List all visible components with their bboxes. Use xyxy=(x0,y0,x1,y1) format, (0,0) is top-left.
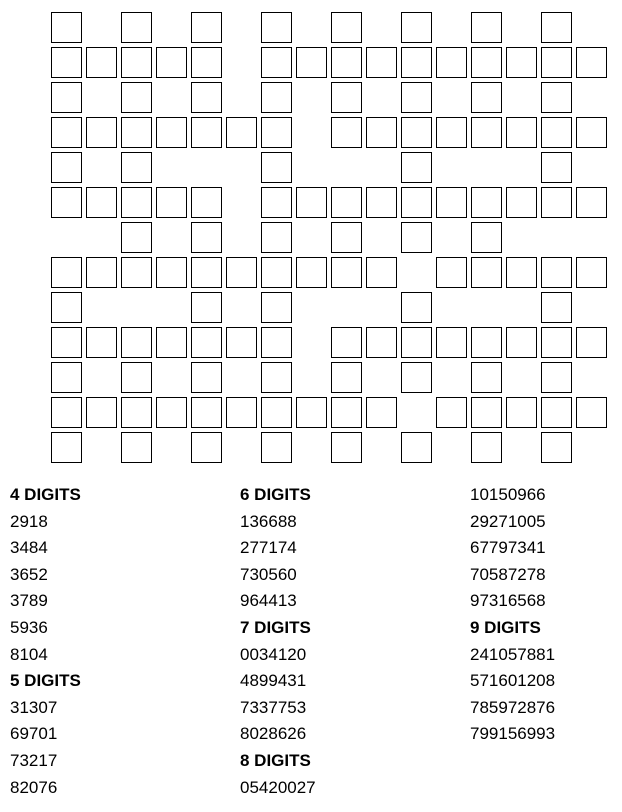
grid-cell[interactable] xyxy=(366,257,397,288)
grid-cell[interactable] xyxy=(261,12,292,43)
grid-cell[interactable] xyxy=(226,257,257,288)
grid-cell[interactable] xyxy=(506,257,537,288)
grid-cell[interactable] xyxy=(121,397,152,428)
grid-cell[interactable] xyxy=(331,397,362,428)
grid-cell[interactable] xyxy=(261,222,292,253)
grid-cell[interactable] xyxy=(51,117,82,148)
number-entry: 5936 xyxy=(10,617,48,637)
grid-cell[interactable] xyxy=(436,397,467,428)
grid-cell[interactable] xyxy=(541,152,572,183)
grid-cell[interactable] xyxy=(576,117,607,148)
grid-cell[interactable] xyxy=(86,327,117,358)
grid-cell[interactable] xyxy=(261,152,292,183)
grid-cell[interactable] xyxy=(436,47,467,78)
grid-cell[interactable] xyxy=(51,187,82,218)
grid-cell[interactable] xyxy=(541,47,572,78)
grid-cell[interactable] xyxy=(121,432,152,463)
grid-cell[interactable] xyxy=(401,152,432,183)
grid-cell[interactable] xyxy=(121,82,152,113)
word-list-column-1 xyxy=(10,482,230,801)
grid-cell[interactable] xyxy=(576,327,607,358)
number-entry: 31307 xyxy=(10,697,58,717)
grid-cell[interactable] xyxy=(191,432,222,463)
number-entry: 136688 xyxy=(240,511,297,531)
grid-cell[interactable] xyxy=(121,257,152,288)
grid-cell[interactable] xyxy=(506,47,537,78)
grid-cell[interactable] xyxy=(156,397,187,428)
grid-cell[interactable] xyxy=(436,257,467,288)
grid-cell[interactable] xyxy=(121,327,152,358)
grid-cell[interactable] xyxy=(261,257,292,288)
number-entry: 785972876 xyxy=(470,697,556,717)
grid-cell[interactable] xyxy=(541,257,572,288)
grid-cell[interactable] xyxy=(261,82,292,113)
number-entry: 8028626 xyxy=(240,724,307,744)
grid-cell[interactable] xyxy=(541,117,572,148)
grid-cell[interactable] xyxy=(51,362,82,393)
grid-cell[interactable] xyxy=(226,327,257,358)
grid-cell[interactable] xyxy=(471,257,502,288)
grid-cell[interactable] xyxy=(436,327,467,358)
grid-cell[interactable] xyxy=(331,47,362,78)
grid-cell[interactable] xyxy=(191,222,222,253)
grid-cell[interactable] xyxy=(296,397,327,428)
grid-cell[interactable] xyxy=(506,187,537,218)
grid-cell[interactable] xyxy=(401,222,432,253)
grid-cell[interactable] xyxy=(471,82,502,113)
grid-cell[interactable] xyxy=(506,327,537,358)
grid-cell[interactable] xyxy=(401,292,432,323)
grid-cell[interactable] xyxy=(401,432,432,463)
grid-cell[interactable] xyxy=(226,397,257,428)
grid-cell[interactable] xyxy=(191,117,222,148)
grid-cell[interactable] xyxy=(331,432,362,463)
grid-cell[interactable] xyxy=(226,117,257,148)
number-entry: 97316568 xyxy=(470,591,546,611)
grid-cell[interactable] xyxy=(191,187,222,218)
grid-cell[interactable] xyxy=(86,47,117,78)
grid-cell[interactable] xyxy=(541,327,572,358)
grid-cell[interactable] xyxy=(471,222,502,253)
number-entry: 70587278 xyxy=(470,564,546,584)
number-entry: 4899431 xyxy=(240,671,307,691)
grid-cell[interactable] xyxy=(261,292,292,323)
digit-group-heading: 6 DIGITS xyxy=(240,485,311,504)
grid-cell[interactable] xyxy=(366,397,397,428)
word-list-column-2 xyxy=(240,482,460,801)
grid-cell[interactable] xyxy=(541,292,572,323)
grid-cell[interactable] xyxy=(156,117,187,148)
grid-cell[interactable] xyxy=(471,327,502,358)
number-entry: 277174 xyxy=(240,538,297,558)
grid-cell[interactable] xyxy=(121,187,152,218)
number-entry: 799156993 xyxy=(470,724,556,744)
grid-cell[interactable] xyxy=(331,327,362,358)
grid-cell[interactable] xyxy=(471,47,502,78)
grid-cell[interactable] xyxy=(191,257,222,288)
number-entry: 3652 xyxy=(10,564,48,584)
grid-cell[interactable] xyxy=(576,257,607,288)
grid-cell[interactable] xyxy=(541,362,572,393)
number-entry: 571601208 xyxy=(470,671,556,691)
grid-cell[interactable] xyxy=(121,222,152,253)
grid-cell[interactable] xyxy=(331,362,362,393)
grid-cell[interactable] xyxy=(296,47,327,78)
number-entry: 73217 xyxy=(10,750,58,770)
grid-cell[interactable] xyxy=(121,117,152,148)
grid-cell[interactable] xyxy=(51,47,82,78)
grid-cell[interactable] xyxy=(541,82,572,113)
number-entry: 3789 xyxy=(10,591,48,611)
grid-cell[interactable] xyxy=(156,47,187,78)
word-list-column-3 xyxy=(470,482,622,748)
grid-cell[interactable] xyxy=(51,82,82,113)
grid-cell[interactable] xyxy=(261,117,292,148)
grid-cell[interactable] xyxy=(436,117,467,148)
grid-cell[interactable] xyxy=(121,12,152,43)
grid-cell[interactable] xyxy=(471,397,502,428)
grid-cell[interactable] xyxy=(471,362,502,393)
digit-group-heading: 5 DIGITS xyxy=(10,671,81,691)
grid-cell[interactable] xyxy=(471,187,502,218)
grid-cell[interactable] xyxy=(191,362,222,393)
grid-cell[interactable] xyxy=(331,187,362,218)
grid-cell[interactable] xyxy=(366,187,397,218)
grid-cell[interactable] xyxy=(471,12,502,43)
grid-cell[interactable] xyxy=(436,187,467,218)
grid-cell[interactable] xyxy=(576,47,607,78)
grid-cell[interactable] xyxy=(401,82,432,113)
grid-cell[interactable] xyxy=(506,397,537,428)
grid-cell[interactable] xyxy=(191,397,222,428)
number-entry: 241057881 xyxy=(470,644,556,664)
grid-cell[interactable] xyxy=(366,117,397,148)
grid-cell[interactable] xyxy=(401,187,432,218)
grid-cell[interactable] xyxy=(86,187,117,218)
grid-cell[interactable] xyxy=(51,397,82,428)
grid-cell[interactable] xyxy=(51,292,82,323)
grid-cell[interactable] xyxy=(261,397,292,428)
number-entry: 29271005 xyxy=(470,511,546,531)
digit-group-heading: 4 DIGITS xyxy=(10,485,81,504)
grid-cell[interactable] xyxy=(471,117,502,148)
grid-cell[interactable] xyxy=(401,47,432,78)
grid-cell[interactable] xyxy=(156,327,187,358)
grid-cell[interactable] xyxy=(541,432,572,463)
grid-cell[interactable] xyxy=(366,47,397,78)
grid-cell[interactable] xyxy=(156,187,187,218)
digit-group-heading: 9 DIGITS xyxy=(470,617,541,637)
grid-cell[interactable] xyxy=(121,47,152,78)
grid-cell[interactable] xyxy=(121,152,152,183)
grid-cell[interactable] xyxy=(261,327,292,358)
grid-cell[interactable] xyxy=(121,362,152,393)
grid-cell[interactable] xyxy=(261,47,292,78)
grid-cell[interactable] xyxy=(506,117,537,148)
number-entry: 730560 xyxy=(240,564,297,584)
grid-cell[interactable] xyxy=(191,47,222,78)
grid-cell[interactable] xyxy=(51,12,82,43)
grid-cell[interactable] xyxy=(261,362,292,393)
number-entry: 2918 xyxy=(10,511,48,531)
grid-cell[interactable] xyxy=(191,292,222,323)
digit-group-heading: 7 DIGITS xyxy=(240,617,311,637)
digit-group-heading: 8 DIGITS xyxy=(240,750,311,770)
grid-cell[interactable] xyxy=(86,117,117,148)
grid-cell[interactable] xyxy=(331,257,362,288)
number-entry: 67797341 xyxy=(470,538,546,558)
grid-cell[interactable] xyxy=(471,432,502,463)
grid-cell[interactable] xyxy=(51,327,82,358)
number-entry: 964413 xyxy=(240,591,297,611)
grid-cell[interactable] xyxy=(51,152,82,183)
grid-cell[interactable] xyxy=(296,257,327,288)
grid-cell[interactable] xyxy=(296,187,327,218)
grid-cell[interactable] xyxy=(331,222,362,253)
number-entry: 0034120 xyxy=(240,644,307,664)
grid-cell[interactable] xyxy=(576,397,607,428)
grid-cell[interactable] xyxy=(261,432,292,463)
grid-cell[interactable] xyxy=(576,187,607,218)
grid-cell[interactable] xyxy=(331,117,362,148)
number-entry: 8104 xyxy=(10,644,48,664)
grid-cell[interactable] xyxy=(156,257,187,288)
grid-cell[interactable] xyxy=(191,82,222,113)
grid-cell[interactable] xyxy=(331,12,362,43)
grid-cell[interactable] xyxy=(401,362,432,393)
grid-cell[interactable] xyxy=(51,432,82,463)
grid-cell[interactable] xyxy=(541,397,572,428)
number-entry: 7337753 xyxy=(240,697,307,717)
grid-cell[interactable] xyxy=(401,327,432,358)
number-entry: 10150966 xyxy=(470,485,546,504)
grid-cell[interactable] xyxy=(401,117,432,148)
grid-cell[interactable] xyxy=(191,327,222,358)
number-entry: 69701 xyxy=(10,724,58,744)
grid-cell[interactable] xyxy=(86,397,117,428)
grid-cell[interactable] xyxy=(51,257,82,288)
grid-cell[interactable] xyxy=(331,82,362,113)
grid-cell[interactable] xyxy=(401,12,432,43)
grid-cell[interactable] xyxy=(366,327,397,358)
grid-cell[interactable] xyxy=(261,187,292,218)
grid-cell[interactable] xyxy=(191,12,222,43)
number-entry: 3484 xyxy=(10,538,48,558)
grid-cell[interactable] xyxy=(541,187,572,218)
grid-cell[interactable] xyxy=(86,257,117,288)
number-entry: 05420027 xyxy=(240,777,316,797)
grid-cell[interactable] xyxy=(541,12,572,43)
number-entry: 82076 xyxy=(10,777,58,797)
